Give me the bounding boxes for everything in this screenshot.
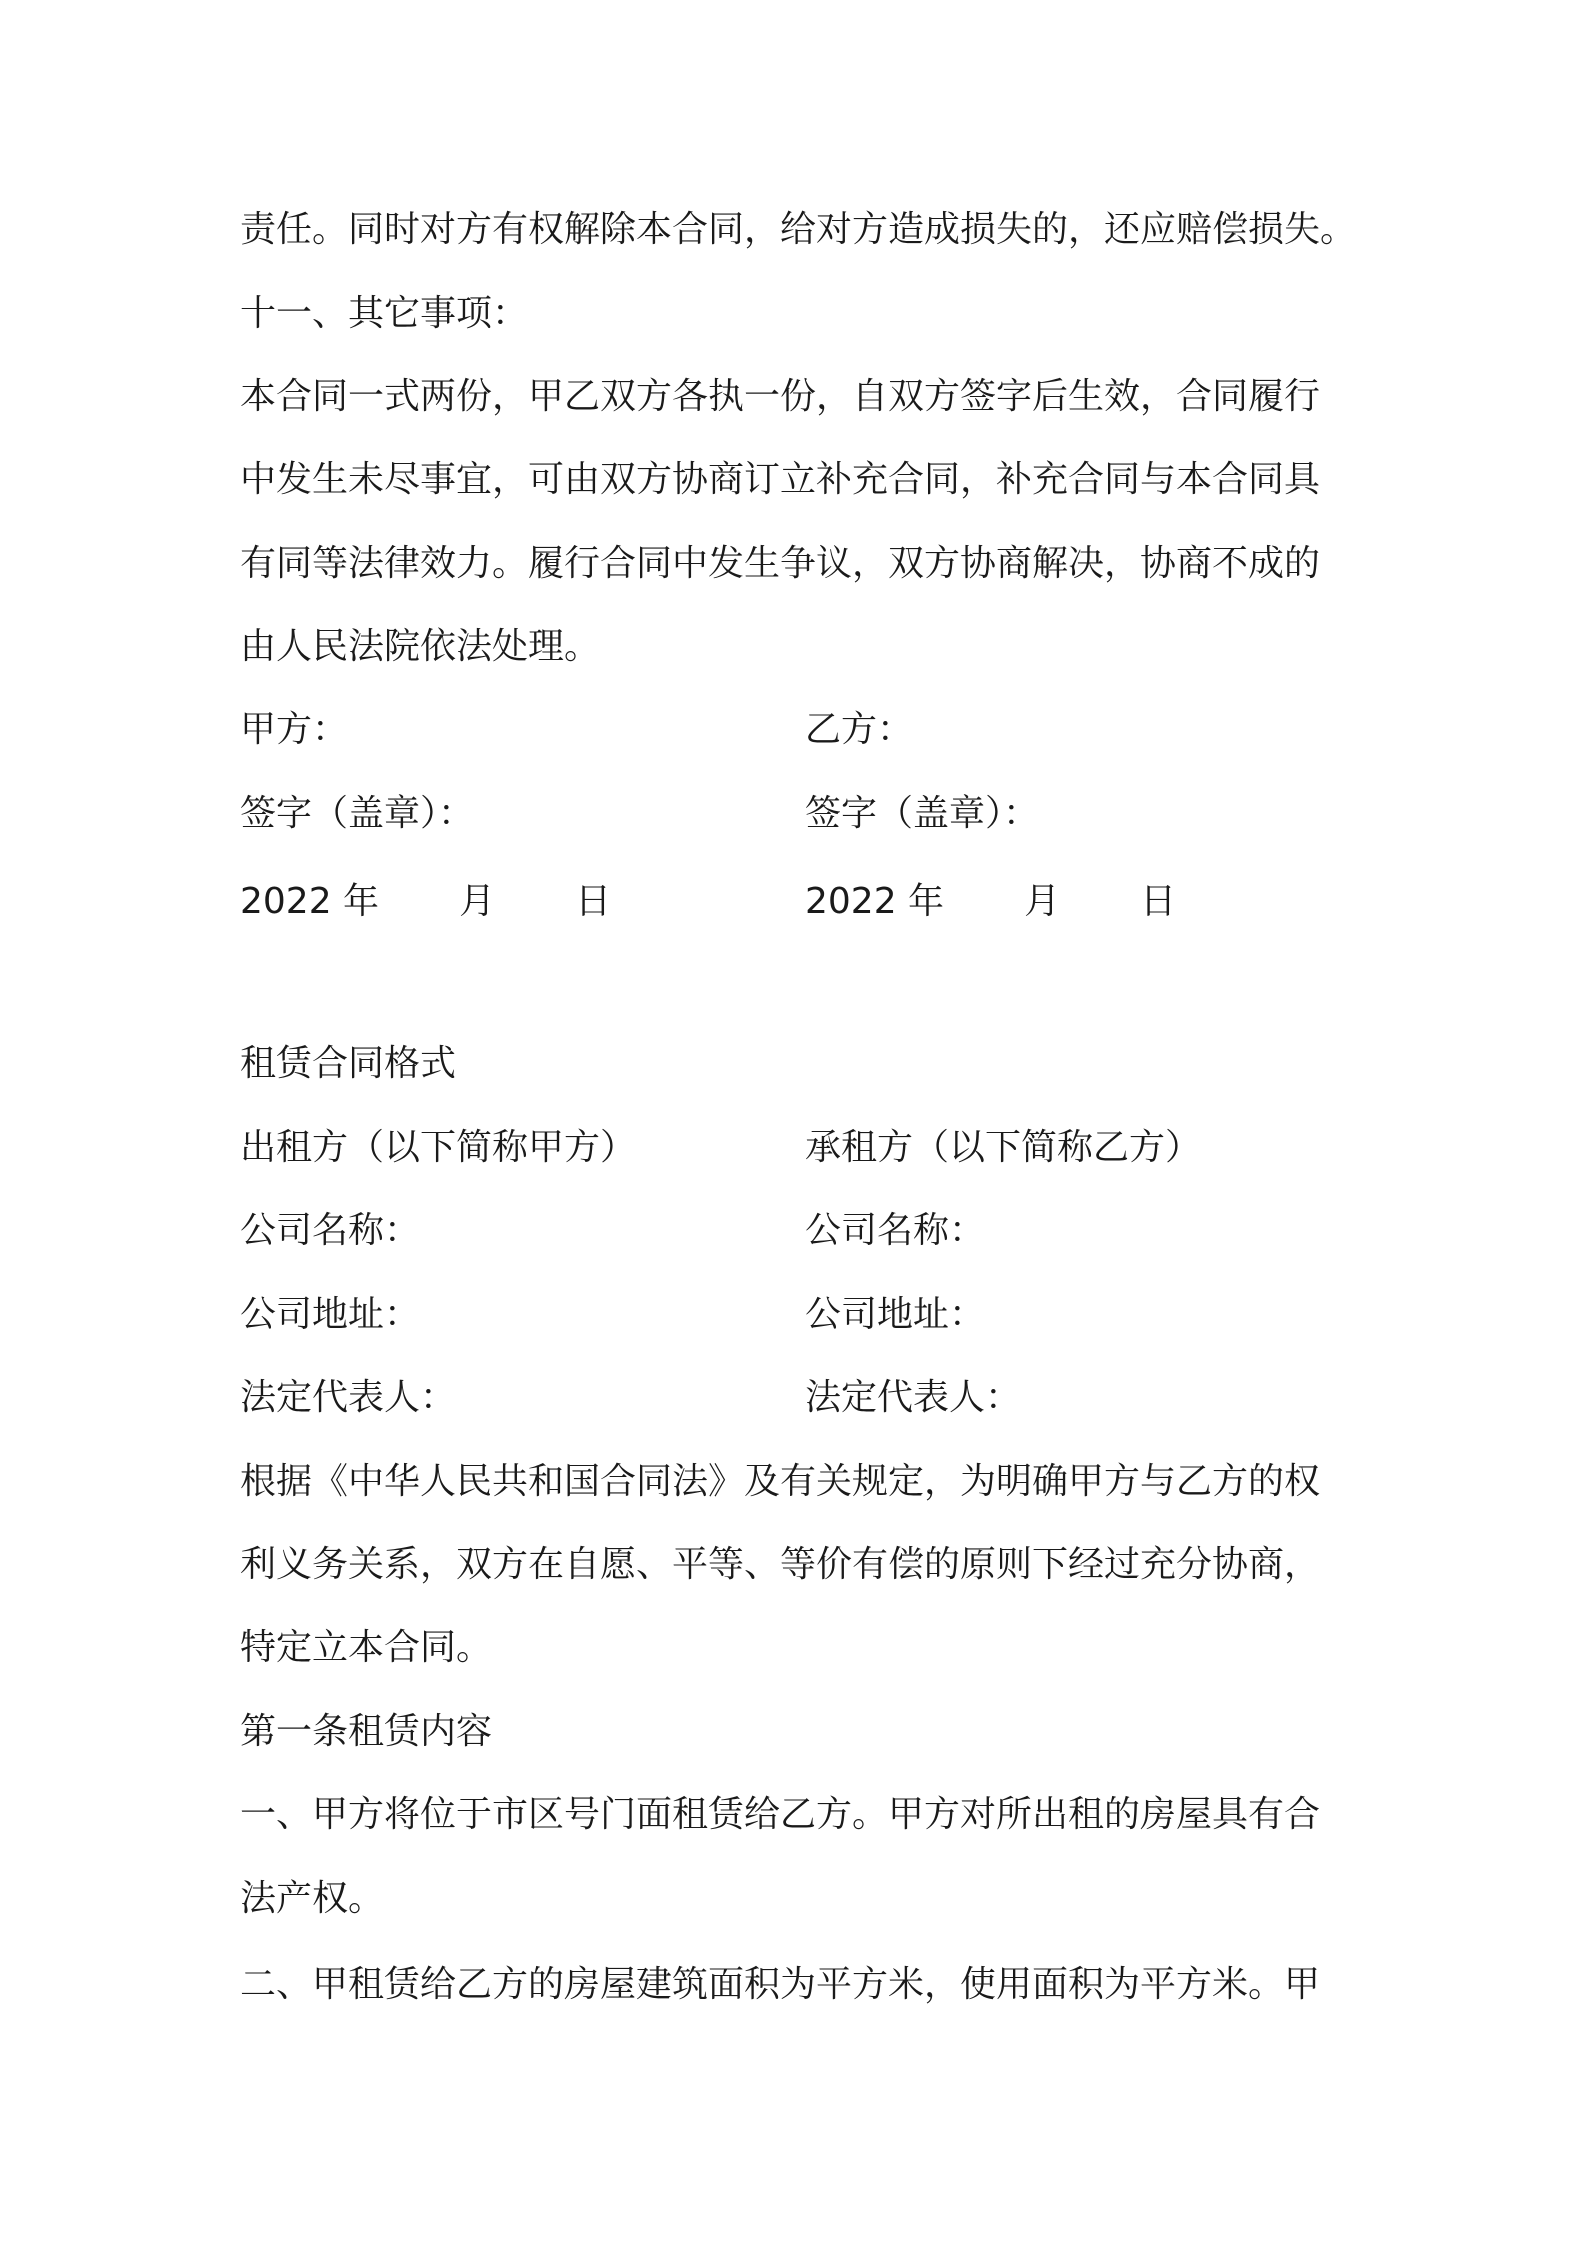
paragraph-line: 一、甲方将位于市区号门面租赁给乙方。甲方对所出租的房屋具有合 [240,1794,1321,1835]
lessor-label: 出租方（以下简称甲方） [240,1127,637,1168]
date-a [240,878,611,926]
party-a-label: 甲方： [240,709,349,750]
company-name-b: 公司名称： [805,1210,986,1251]
date-month: 月 [1024,881,1061,922]
contract-title: 租赁合同格式 [240,1043,457,1084]
article-heading: 第一条租赁内容 [240,1711,493,1752]
date-year: 2022 年 [240,881,380,922]
date-day: 日 [575,881,612,922]
company-name-a: 公司名称： [240,1210,421,1251]
section-heading: 十一、其它事项： [240,293,529,334]
paragraph-line: 有同等法律效力。履行合同中发生争议，双方协商解决，协商不成的 [240,543,1321,584]
company-address-a: 公司地址： [240,1294,421,1335]
date-b [805,878,1176,926]
lessee-label: 承租方（以下简称乙方） [805,1127,1202,1168]
paragraph-line: 二、甲租赁给乙方的房屋建筑面积为平方米，使用面积为平方米。甲 [240,1964,1321,2005]
signature-b-label: 签字（盖章）： [805,793,1040,834]
party-b-label: 乙方： [805,709,914,750]
paragraph-line: 利义务关系，双方在自愿、平等、等价有偿的原则下经过充分协商， [240,1544,1321,1585]
paragraph-line: 特定立本合同。 [240,1627,493,1668]
paragraph-line: 中发生未尽事宜，可由双方协商订立补充合同，补充合同与本合同具 [240,459,1321,500]
signature-a-label: 签字（盖章）： [240,793,475,834]
company-address-b: 公司地址： [805,1294,986,1335]
paragraph-line: 责任。同时对方有权解除本合同，给对方造成损失的，还应赔偿损失。 [240,209,1357,250]
paragraph-line: 法产权。 [240,1878,385,1919]
paragraph-line: 由人民法院依法处理。 [240,626,601,667]
legal-rep-a: 法定代表人： [240,1377,457,1418]
paragraph-line: 本合同一式两份，甲乙双方各执一份，自双方签字后生效，合同履行 [240,376,1321,417]
date-year: 2022 年 [805,881,945,922]
date-day: 日 [1140,881,1177,922]
legal-rep-b: 法定代表人： [805,1377,1022,1418]
date-month: 月 [459,881,496,922]
paragraph-line: 根据《中华人民共和国合同法》及有关规定，为明确甲方与乙方的权 [240,1461,1321,1502]
